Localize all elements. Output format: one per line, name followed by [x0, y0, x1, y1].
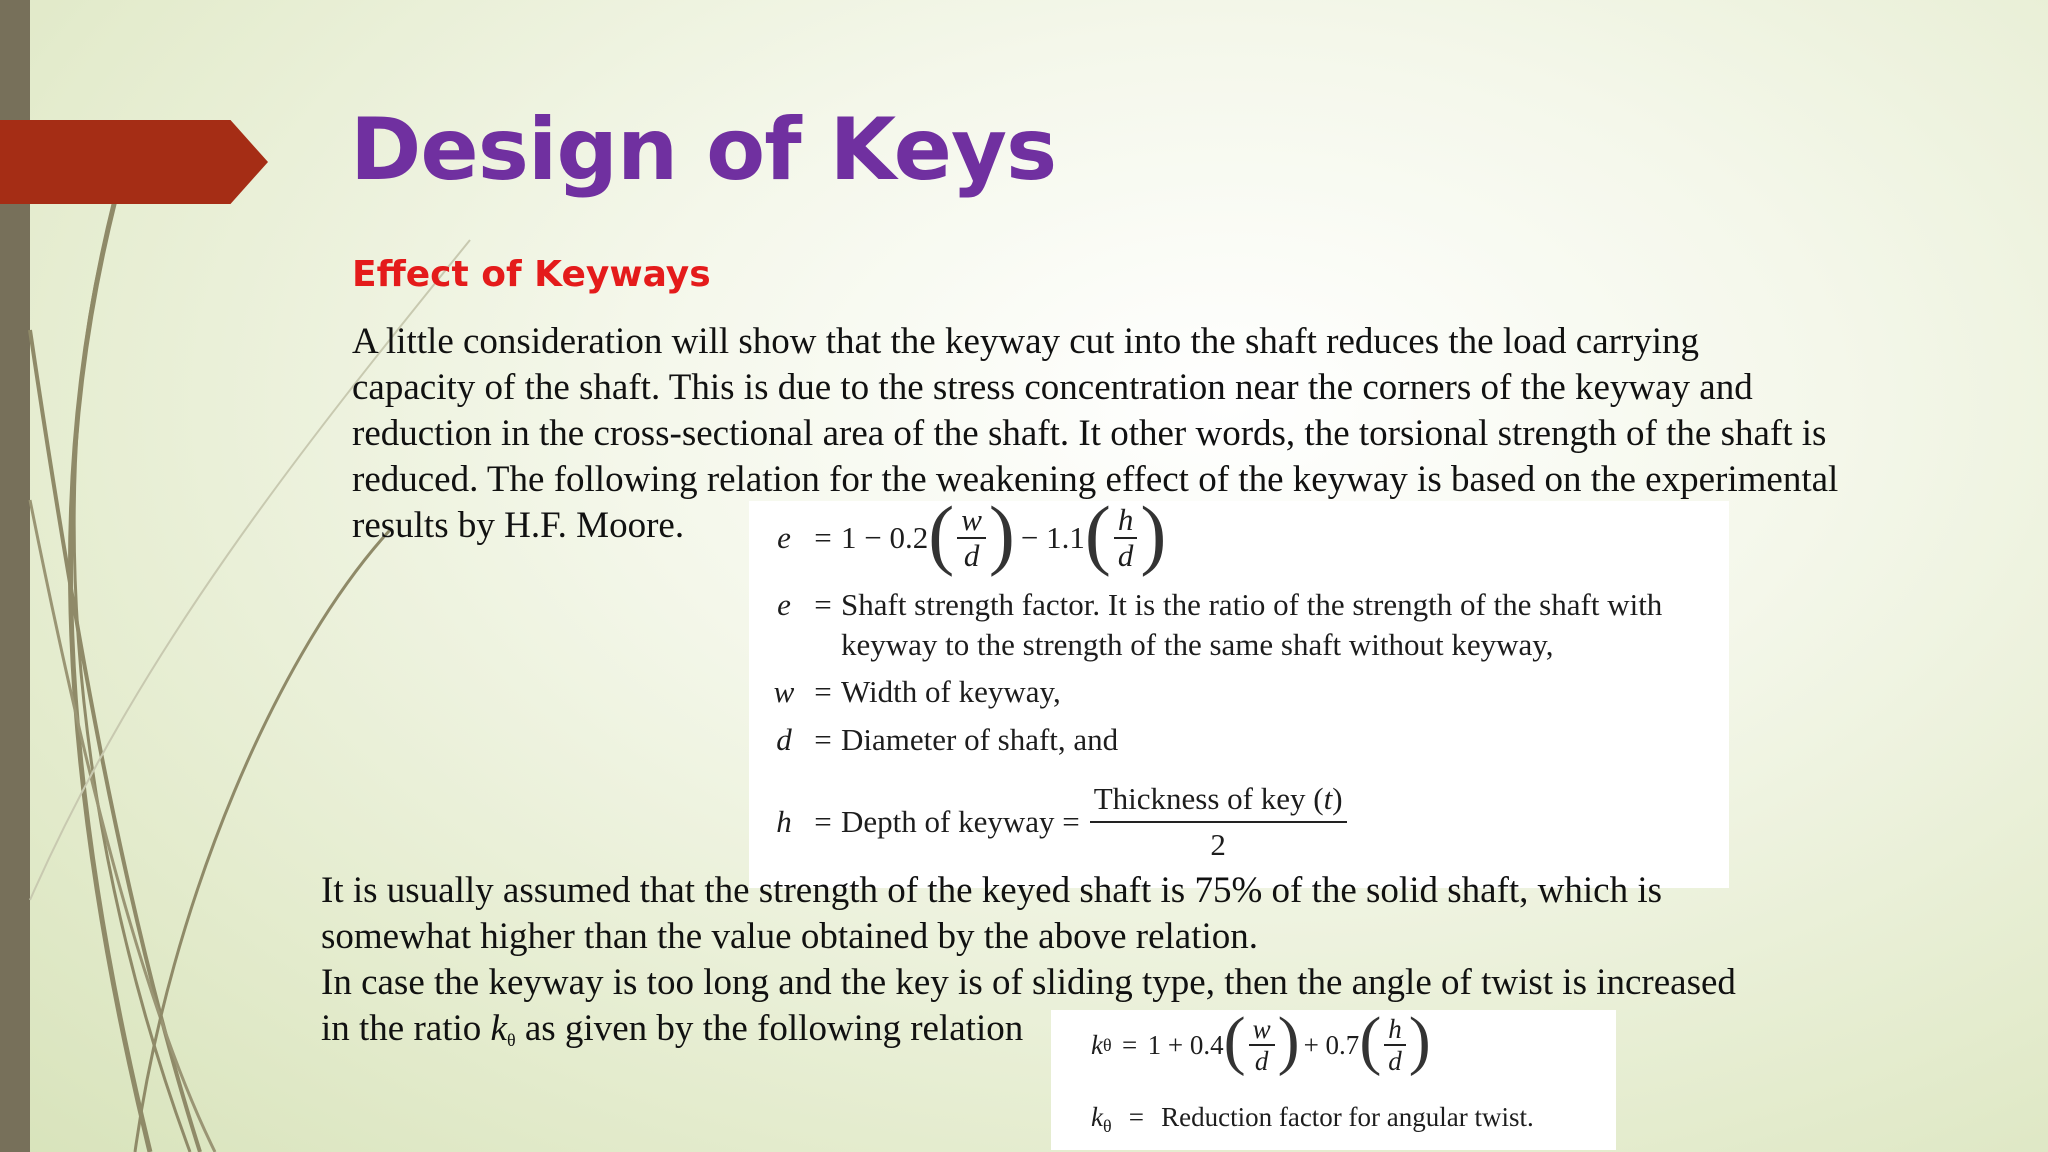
slide-title: Design of Keys	[350, 100, 1057, 200]
definition-k-theta: $k_\theta$ = Reduction factor for angular twist.	[1091, 1102, 1534, 1136]
fraction-thickness-over-2: $\frac{\text{Thickness of key (t)}}{2}$	[1090, 777, 1347, 867]
fraction-h-over-d: $\frac{h}{d}$	[1114, 503, 1138, 573]
definition-e-continued: keyway to the strength of the same shaft without keyway,	[841, 627, 1554, 662]
text-line: It is usually assumed that the strength of the keyed shaft is 75% of the solid shaft, which is	[321, 870, 1663, 911]
twist-factor-equation-box	[1051, 1004, 1616, 1150]
text-line: reduction in the cross-sectional area of the shaft. It other words, the torsional strength of the shaft is	[352, 413, 1827, 454]
text-line: capacity of the shaft. This is due to the stress concentration near the corners of the keyway and	[352, 367, 1753, 408]
text-line: A little consideration will show that the keyway cut into the shaft reduces the load carrying	[352, 321, 1700, 362]
definition-e: e = Shaft strength factor. It is the ratio of the strength of the shaft with	[777, 587, 1663, 622]
text-line: reduced. The following relation for the weakening effect of the keyway is based on the experimental	[352, 459, 1839, 500]
fraction-h-over-d: $\frac{h}{d}$	[1384, 1014, 1406, 1076]
definition-w: w = Width of keyway,	[773, 674, 1061, 709]
text-line: In case the keyway is too long and the key is of sliding type, then the angle of twist is increased	[321, 962, 1736, 1003]
moore-equation: e = 1 − 0.2 ( $\frac{w}{d}$ ) − 1.1 ( $\frac{h}{d}$ )	[777, 490, 1167, 577]
text-line: somewhat higher than the value obtained by the above relation.	[321, 916, 1259, 957]
fraction-w-over-d: $\frac{w}{d}$	[957, 503, 986, 573]
definition-d: d = Diameter of shaft, and	[776, 722, 1119, 757]
title-arrow-marker	[0, 120, 268, 204]
text-line: in the ratio $k_\theta$ as given by the following relation	[321, 1008, 1024, 1050]
twist-factor-equation: k θ = 1 + 0.4 ( $\frac{w}{d}$ ) + 0.7 ( $\frac{h}{d}$ )	[1091, 1004, 1431, 1077]
definition-h: h = Depth of keyway = $\frac{\text{Thickness of key (t)}}{2}$	[763, 777, 1347, 867]
text-line: results by H.F. Moore.	[352, 505, 685, 546]
fraction-w-over-d: $\frac{w}{d}$	[1249, 1014, 1275, 1076]
section-subtitle: Effect of Keyways	[352, 254, 711, 295]
moore-equation-box	[749, 490, 1729, 888]
